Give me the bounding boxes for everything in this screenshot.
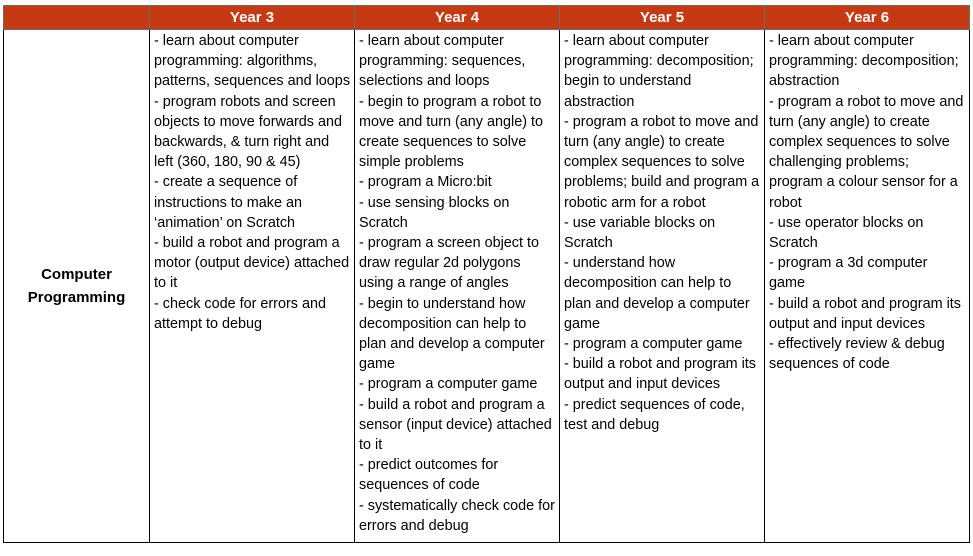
list-item: - check code for errors and attempt to debug xyxy=(154,295,326,332)
list-item: - program a screen object to draw regular 2d polygons using a range of angles xyxy=(359,235,539,292)
list-item: - begin to understand how decomposition can help to plan and develop a computer game xyxy=(359,295,545,373)
cell-year-4 xyxy=(355,30,560,543)
objectives-list-year-6 xyxy=(769,31,965,374)
list-item: - learn about computer programming: algorithms, patterns, sequences and loops xyxy=(154,33,351,90)
list-item: - build a robot and program its output and input devices xyxy=(564,356,756,393)
header-row xyxy=(4,6,970,30)
list-item: - program a robot to move and turn (any angle) to create complex sequences to solve problems; build and program a robotic arm for a robot xyxy=(564,113,760,211)
column-header-year-5: Year 5 xyxy=(560,6,765,30)
list-item: - use operator blocks on Scratch xyxy=(769,214,924,252)
column-header-year-3: Year 3 xyxy=(150,6,355,30)
list-item: - create a sequence of instructions to make an ‘animation’ on Scratch xyxy=(154,174,302,231)
list-item: - program robots and screen objects to move forwards and backwards, & turn right and left (360, 180, 90 & 45) xyxy=(154,93,342,171)
list-item: - learn about computer programming: sequences, selections and loops xyxy=(359,33,526,90)
column-header-year-6: Year 6 xyxy=(765,6,970,30)
computer-programming-row xyxy=(4,30,970,543)
list-item: - predict sequences of code, test and debug xyxy=(564,396,745,433)
row-label-line-2: Programming xyxy=(27,289,126,307)
objectives-list-year-5 xyxy=(564,31,760,435)
list-item: - learn about computer programming: decomposition; abstraction xyxy=(769,33,959,90)
list-item: - build a robot and program a motor (output device) attached to it xyxy=(154,235,350,292)
list-item: - build a robot and program a sensor (input device) attached to it xyxy=(359,396,552,454)
list-item: - program a computer game xyxy=(359,376,538,393)
list-item: - program a computer game xyxy=(564,336,743,353)
list-item: - learn about computer programming: decomposition; begin to understand abstraction xyxy=(564,33,754,110)
list-item: - effectively review & debug sequences of code xyxy=(769,336,945,373)
list-item: - use sensing blocks on Scratch xyxy=(359,194,510,231)
list-item: - begin to program a robot to move and turn (any angle) to create sequences to solve simple problems xyxy=(359,93,543,171)
list-item: - systematically check code for errors and debug xyxy=(359,497,555,534)
cell-year-6 xyxy=(765,30,970,543)
curriculum-table xyxy=(3,5,970,543)
row-label-line-1: Computer xyxy=(41,266,112,284)
list-item: - program a Micro:bit xyxy=(359,174,492,191)
list-item: - understand how decomposition can help to plan and develop a computer game xyxy=(564,255,750,332)
cell-year-5 xyxy=(560,30,765,543)
header-corner-cell xyxy=(4,6,150,30)
list-item: - program a robot to move and turn (any angle) to create complex sequences to solve challenging problems; program a colour sensor for a robot xyxy=(769,93,964,211)
list-item: - predict outcomes for sequences of code xyxy=(359,457,499,494)
list-item: - build a robot and program its output and input devices xyxy=(769,295,961,332)
column-header-year-4: Year 4 xyxy=(355,6,560,30)
cell-year-3 xyxy=(150,30,355,543)
row-label-cell xyxy=(4,30,150,543)
list-item: - use variable blocks on Scratch xyxy=(564,214,716,252)
objectives-list-year-3 xyxy=(154,31,350,334)
objectives-list-year-4 xyxy=(359,31,555,536)
list-item: - program a 3d computer game xyxy=(769,255,928,292)
